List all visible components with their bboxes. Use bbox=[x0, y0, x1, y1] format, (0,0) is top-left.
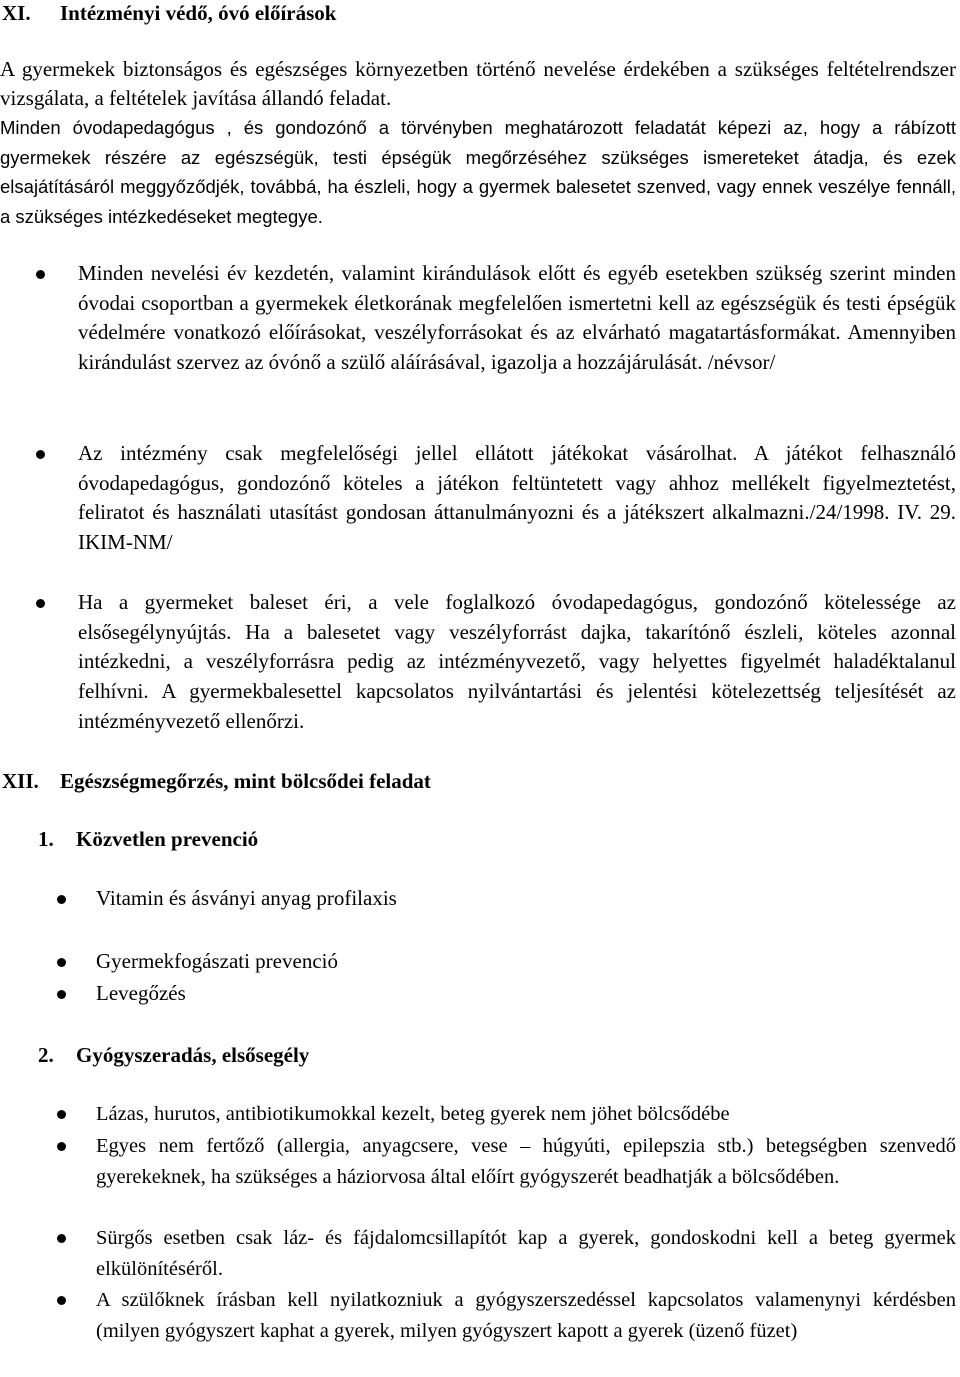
bullet-text: Sürgős esetben csak láz- és fájdalomcsillapítót kap a gyerek, gondoskodni kell a beteg gyermek elkülönítéséről. bbox=[96, 1227, 956, 1280]
subsection-1-heading bbox=[38, 826, 258, 852]
bullet-text: Levegőzés bbox=[96, 981, 186, 1005]
bullet-text: A szülőknek írásban kell nyilatkozniuk a gyógyszerszedéssel kapcsolatos valamenynyi kérdésben (milyen gyógyszert kaphat a gyerek, milyen gyógyszert kapott a gyerek (üzenő füzet) bbox=[96, 1289, 956, 1342]
bullet-icon bbox=[36, 270, 45, 279]
section-xii-number: XII. bbox=[2, 769, 39, 793]
bullet-text: Ha a gyermeket baleset éri, a vele foglalkozó óvodapedagógus, gondozónő kötelessége az elsősegélynyújtás. Ha a balesetet vagy veszélyforrást dajka, takarítónő észleli, köteles azonnal intézkedni, a veszélyforrásra pedig az intézményvezető, vagy helyettes figyelmét haladéktalanul felhívni. A gyermekbalesettel kapcsolatos nyilvántartási és jelentési kötelezettség teljesítését az intézményvezető ellenőrzi. bbox=[78, 590, 956, 733]
bullet-text: Vitamin és ásványi anyag profilaxis bbox=[96, 886, 397, 910]
subsection-1-title: Közvetlen prevenció bbox=[76, 827, 259, 851]
section-xi-number: XI. bbox=[2, 1, 31, 25]
bullet-icon bbox=[57, 958, 66, 967]
bullet-icon bbox=[57, 1110, 66, 1119]
bullet-icon bbox=[36, 599, 45, 608]
bullet-icon bbox=[57, 1142, 66, 1151]
section-xi-heading bbox=[0, 0, 336, 26]
section-xi-intro: A gyermekek biztonságos és egészséges környezetben történő nevelése érdekében a szükséges feltételrendszer vizsgálata, a feltételek javítása állandó feladat. bbox=[0, 57, 956, 110]
bullet-text: Egyes nem fertőző (allergia, anyagcsere, vese – húgyúti, epilepszia stb.) betegségben szenvedő gyerekeknek, ha szükséges a háziorvosa által előírt gyógyszerét beadhatják a bölcsődében. bbox=[96, 1135, 956, 1188]
bullet-text: Gyermekfogászati prevenció bbox=[96, 949, 338, 973]
section-xi-title: Intézményi védő, óvó előírások bbox=[60, 1, 337, 25]
subsection-2-title: Gyógyszeradás, elsősegély bbox=[76, 1043, 310, 1067]
bullet-icon bbox=[36, 450, 45, 459]
subsection-2-heading bbox=[38, 1042, 309, 1068]
bullet-icon bbox=[57, 1234, 66, 1243]
bullet-text: Az intézmény csak megfelelőségi jellel ellátott játékokat vásárolhat. A játékot felhasználó óvodapedagógus, gondozónő köteles a játékon feltüntetett vagy ahhoz mellékelt figyelmeztetést, feliratot és használati utasítást gondosan áttanulmányozni és a játékszert alkalmazni./24/1998. IV. 29. IKIM-NM/ bbox=[78, 441, 956, 555]
subsection-2-number: 2. bbox=[38, 1043, 54, 1067]
bullet-icon bbox=[57, 1296, 66, 1305]
section-xi-duty: Minden óvodapedagógus , és gondozónő a törvényben meghatározott feladatát képezi az, hogy a rábízott gyermekek részére az egészségük, testi épségük megőrzéséhez szükséges ismereteket átadja, és ezek elsajátításáról meggyőződjék, továbbá, ha észleli, hogy a gyermek balesetet szenved, vagy ennek veszélye fennáll, a szükséges intézkedéseket megtegye. bbox=[0, 117, 956, 227]
subsection-1-number: 1. bbox=[38, 827, 54, 851]
section-xii-heading bbox=[0, 768, 431, 794]
bullet-text: Lázas, hurutos, antibiotikumokkal kezelt, beteg gyerek nem jöhet bölcsődébe bbox=[96, 1103, 730, 1125]
bullet-text: Minden nevelési év kezdetén, valamint kirándulások előtt és egyéb esetekben szükség szerint minden óvodai csoportban a gyermekek életkorának megfelelően ismertetni kell az egészségük és testi épségük védelmére vonatkozó előírásokat, veszélyforrásokat és az elvárható magatartásformákat. Amennyiben kirándulást szervez az óvónő a szülő aláírásával, igazolja a hozzájárulását. /névsor/ bbox=[78, 261, 956, 375]
section-xii-title: Egészségmegőrzés, mint bölcsődei feladat bbox=[60, 769, 431, 793]
bullet-icon bbox=[57, 990, 66, 999]
bullet-icon bbox=[57, 895, 66, 904]
